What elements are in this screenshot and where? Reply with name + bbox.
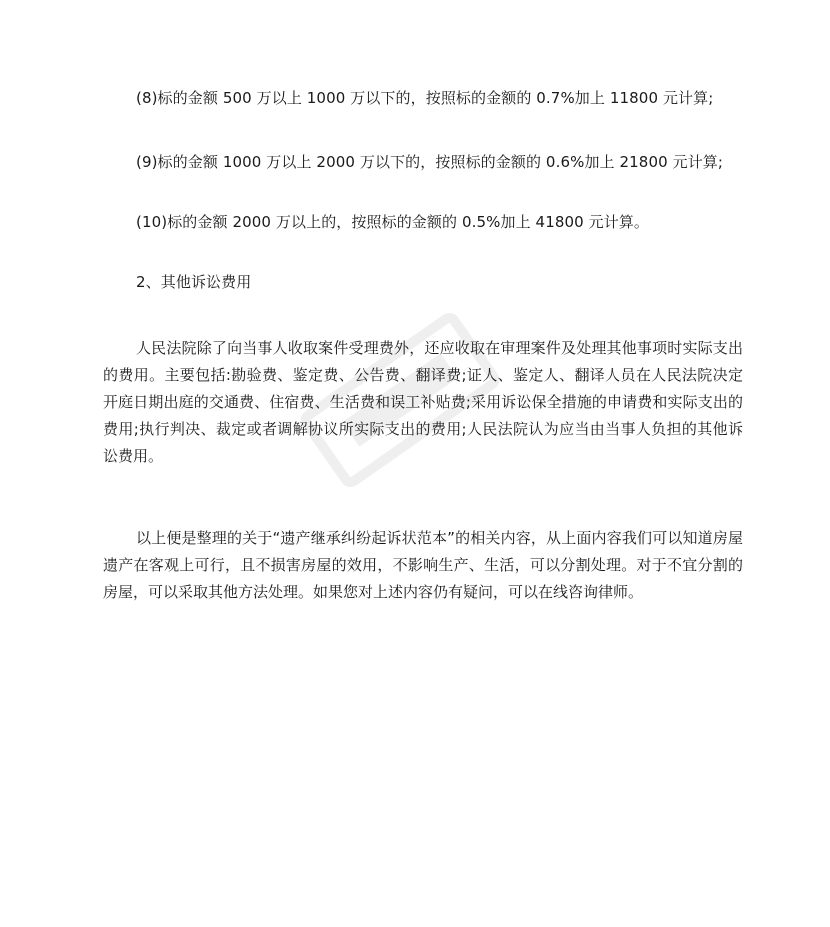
paragraph-other-fees: 人民法院除了向当事人收取案件受理费外，还应收取在审理案件及处理其他事项时实际支出的费用。主要包括:勘验费、鉴定费、公告费、翻译费;证人、鉴定人、翻译人员在人民法院决定开庭日期出庭的交通费、住宿费、生活费和误工补贴费;采用诉讼保全措施的申请费和实际支出的费用;执行判决、裁定或者调解协议所实际支出的费用;人民法院认为应当由当事人负担的其他诉讼费用。 bbox=[103, 339, 743, 465]
fee-rule-item-8: (8)标的金额 500 万以上 1000 万以下的，按照标的金额的 0.7%加上 11800 元计算; bbox=[136, 89, 714, 107]
fee-rule-item-10: (10)标的金额 2000 万以上的，按照标的金额的 0.5%加上 41800 元计算。 bbox=[136, 213, 650, 231]
section-heading: 2、其他诉讼费用 bbox=[136, 273, 252, 291]
paragraph-conclusion: 以上便是整理的关于“遗产继承纠纷起诉状范本”的相关内容，从上面内容我们可以知道房屋遗产在客观上可行，且不损害房屋的效用，不影响生产、生活，可以分割处理。对于不宜分割的房屋，可以采取其他方法处理。如果您对上述内容仍有疑问，可以在线咨询律师。 bbox=[103, 529, 743, 601]
fee-rule-item-9: (9)标的金额 1000 万以上 2000 万以下的，按照标的金额的 0.6%加上 21800 元计算; bbox=[136, 153, 724, 171]
